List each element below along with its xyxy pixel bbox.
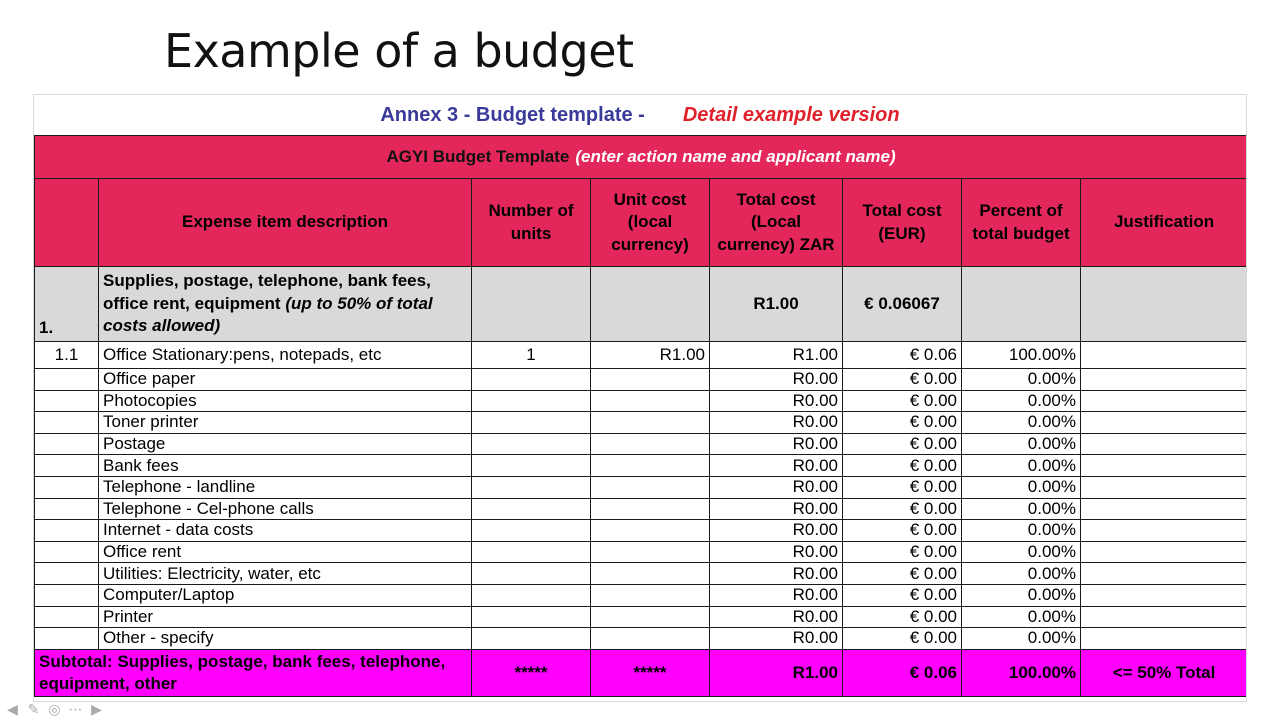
header-number <box>35 179 99 267</box>
section-note: (up to 50% of total costs allowed) <box>103 293 433 336</box>
subtotal-justification[interactable]: <= 50% Total <box>1081 649 1248 696</box>
row-total-local[interactable]: R0.00 <box>710 628 843 650</box>
row-total-eur[interactable]: € 0.00 <box>843 476 962 498</box>
row-justification[interactable] <box>1081 412 1248 434</box>
row-total-eur[interactable]: € 0.00 <box>843 563 962 585</box>
table-row <box>35 520 1248 542</box>
row-description[interactable]: Toner printer <box>99 412 472 434</box>
row-description[interactable]: Photocopies <box>99 390 472 412</box>
more-icon[interactable]: ⋯ <box>68 700 83 717</box>
row-description[interactable]: Office paper <box>99 369 472 391</box>
row-unit-cost[interactable] <box>591 628 710 650</box>
subtotal-row <box>35 649 1248 696</box>
row-total-local[interactable]: R0.00 <box>710 433 843 455</box>
annex-heading <box>34 95 1246 135</box>
row-number[interactable] <box>35 520 99 542</box>
row-justification[interactable] <box>1081 369 1248 391</box>
row-justification[interactable] <box>1081 520 1248 542</box>
row-total-local[interactable]: R0.00 <box>710 369 843 391</box>
row-total-eur[interactable]: € 0.00 <box>843 606 962 628</box>
row-total-local[interactable]: R0.00 <box>710 563 843 585</box>
row-total-local[interactable]: R0.00 <box>710 584 843 606</box>
row-total-eur[interactable]: € 0.00 <box>843 498 962 520</box>
arrow-right-icon[interactable]: ▶ <box>91 700 102 717</box>
row-percent[interactable]: 0.00% <box>962 390 1081 412</box>
row-total-local[interactable]: R1.00 <box>710 342 843 369</box>
table-row <box>35 628 1248 650</box>
row-percent[interactable]: 0.00% <box>962 520 1081 542</box>
row-unit-cost[interactable] <box>591 369 710 391</box>
row-number[interactable] <box>35 369 99 391</box>
row-unit-cost[interactable] <box>591 563 710 585</box>
row-total-eur[interactable]: € 0.00 <box>843 520 962 542</box>
row-justification[interactable] <box>1081 606 1248 628</box>
row-total-local[interactable]: R0.00 <box>710 455 843 477</box>
row-number[interactable] <box>35 498 99 520</box>
row-unit-cost[interactable]: R1.00 <box>591 342 710 369</box>
subtotal-label[interactable]: Subtotal: Supplies, postage, bank fees, telephone, equipment, other <box>35 649 472 696</box>
row-description[interactable]: Office rent <box>99 541 472 563</box>
row-units[interactable] <box>472 584 591 606</box>
subtotal-units[interactable]: ***** <box>472 649 591 696</box>
row-justification[interactable] <box>1081 584 1248 606</box>
row-unit-cost[interactable] <box>591 476 710 498</box>
row-total-local[interactable]: R0.00 <box>710 606 843 628</box>
row-justification[interactable] <box>1081 476 1248 498</box>
table-row <box>35 412 1248 434</box>
row-description[interactable]: Printer <box>99 606 472 628</box>
row-total-local[interactable]: R0.00 <box>710 541 843 563</box>
subtotal-unit-cost[interactable]: ***** <box>591 649 710 696</box>
header-description: Expense item description <box>99 179 472 267</box>
row-description[interactable]: Telephone - Cel-phone calls <box>99 498 472 520</box>
header-total-eur: Total cost (EUR) <box>843 179 962 267</box>
row-description[interactable]: Utilities: Electricity, water, etc <box>99 563 472 585</box>
table-row <box>35 342 1248 369</box>
table-row <box>35 476 1248 498</box>
row-total-local[interactable]: R0.00 <box>710 412 843 434</box>
row-percent[interactable]: 0.00% <box>962 584 1081 606</box>
row-justification[interactable] <box>1081 541 1248 563</box>
table-row <box>35 563 1248 585</box>
row-units[interactable] <box>472 412 591 434</box>
row-unit-cost[interactable] <box>591 498 710 520</box>
slide-title: Example of a budget <box>164 24 634 78</box>
row-percent[interactable]: 0.00% <box>962 606 1081 628</box>
row-number[interactable] <box>35 606 99 628</box>
row-percent[interactable]: 0.00% <box>962 563 1081 585</box>
section-percent[interactable] <box>962 267 1081 342</box>
row-total-eur[interactable]: € 0.00 <box>843 369 962 391</box>
section-title: Supplies, postage, telephone, bank fees, office rent, equipment <box>103 271 431 313</box>
table-row <box>35 584 1248 606</box>
row-units[interactable] <box>472 541 591 563</box>
row-description[interactable]: Telephone - landline <box>99 476 472 498</box>
row-number[interactable] <box>35 476 99 498</box>
row-unit-cost[interactable] <box>591 584 710 606</box>
section-justification[interactable] <box>1081 267 1248 342</box>
subtotal-total-local[interactable]: R1.00 <box>710 649 843 696</box>
section-unit-cost[interactable] <box>591 267 710 342</box>
row-number[interactable] <box>35 433 99 455</box>
row-total-local[interactable]: R0.00 <box>710 520 843 542</box>
row-percent[interactable]: 0.00% <box>962 412 1081 434</box>
row-units[interactable] <box>472 390 591 412</box>
row-number[interactable] <box>35 584 99 606</box>
header-units: Number of units <box>472 179 591 267</box>
annex-title: Annex 3 - Budget template - <box>380 104 645 126</box>
row-total-eur[interactable]: € 0.06 <box>843 342 962 369</box>
section-total-eur[interactable]: € 0.06067 <box>843 267 962 342</box>
row-units[interactable] <box>472 369 591 391</box>
row-description[interactable]: Postage <box>99 433 472 455</box>
row-number[interactable] <box>35 412 99 434</box>
row-unit-cost[interactable] <box>591 455 710 477</box>
row-unit-cost[interactable] <box>591 520 710 542</box>
section-units[interactable] <box>472 267 591 342</box>
table-row <box>35 390 1248 412</box>
row-units[interactable] <box>472 433 591 455</box>
row-percent[interactable]: 0.00% <box>962 369 1081 391</box>
section-row <box>35 267 1248 342</box>
row-total-eur[interactable]: € 0.00 <box>843 628 962 650</box>
row-percent[interactable]: 0.00% <box>962 476 1081 498</box>
row-total-local[interactable]: R0.00 <box>710 390 843 412</box>
slide-icon[interactable]: ◎ <box>48 700 61 717</box>
row-units[interactable] <box>472 520 591 542</box>
row-description[interactable]: Computer/Laptop <box>99 584 472 606</box>
row-total-eur[interactable]: € 0.00 <box>843 455 962 477</box>
row-units[interactable]: 1 <box>472 342 591 369</box>
row-units[interactable] <box>472 455 591 477</box>
table-row <box>35 498 1248 520</box>
table-row <box>35 541 1248 563</box>
header-total-local: Total cost (Local currency) ZAR <box>710 179 843 267</box>
row-number[interactable] <box>35 563 99 585</box>
row-justification[interactable] <box>1081 498 1248 520</box>
row-unit-cost[interactable] <box>591 412 710 434</box>
arrow-left-icon[interactable]: ◀ <box>7 700 18 717</box>
row-total-eur[interactable]: € 0.00 <box>843 390 962 412</box>
row-units[interactable] <box>472 498 591 520</box>
header-unit-cost: Unit cost (local currency) <box>591 179 710 267</box>
row-number[interactable] <box>35 541 99 563</box>
row-units[interactable] <box>472 606 591 628</box>
pen-icon[interactable]: ✎ <box>27 700 40 717</box>
budget-table <box>34 135 1247 697</box>
row-percent[interactable]: 0.00% <box>962 541 1081 563</box>
column-header-row <box>35 179 1248 267</box>
row-percent[interactable]: 100.00% <box>962 342 1081 369</box>
row-total-eur[interactable]: € 0.00 <box>843 584 962 606</box>
row-units[interactable] <box>472 628 591 650</box>
row-number[interactable]: 1.1 <box>35 342 99 369</box>
row-justification[interactable] <box>1081 342 1248 369</box>
row-unit-cost[interactable] <box>591 390 710 412</box>
section-number[interactable]: 1. <box>35 267 99 342</box>
row-total-local[interactable]: R0.00 <box>710 498 843 520</box>
subtotal-percent[interactable]: 100.00% <box>962 649 1081 696</box>
row-number[interactable] <box>35 628 99 650</box>
table-row <box>35 606 1248 628</box>
slide-toolbar <box>4 700 105 718</box>
row-total-eur[interactable]: € 0.00 <box>843 412 962 434</box>
row-total-eur[interactable]: € 0.00 <box>843 541 962 563</box>
row-description[interactable]: Bank fees <box>99 455 472 477</box>
row-number[interactable] <box>35 455 99 477</box>
template-subtitle: (enter action name and applicant name) <box>575 147 896 166</box>
row-description[interactable]: Office Stationary:pens, notepads, etc <box>99 342 472 369</box>
row-total-eur[interactable]: € 0.00 <box>843 433 962 455</box>
section-total-local[interactable]: R1.00 <box>710 267 843 342</box>
budget-sheet <box>33 94 1247 702</box>
row-number[interactable] <box>35 390 99 412</box>
table-row <box>35 433 1248 455</box>
row-total-local[interactable]: R0.00 <box>710 476 843 498</box>
row-description[interactable]: Internet - data costs <box>99 520 472 542</box>
row-justification[interactable] <box>1081 563 1248 585</box>
row-units[interactable] <box>472 476 591 498</box>
section-description[interactable] <box>99 267 472 342</box>
row-justification[interactable] <box>1081 455 1248 477</box>
header-percent: Percent of total budget <box>962 179 1081 267</box>
table-row <box>35 369 1248 391</box>
row-unit-cost[interactable] <box>591 433 710 455</box>
template-title-cell <box>35 136 1248 179</box>
row-unit-cost[interactable] <box>591 541 710 563</box>
table-row <box>35 455 1248 477</box>
subtotal-total-eur[interactable]: € 0.06 <box>843 649 962 696</box>
row-percent[interactable]: 0.00% <box>962 498 1081 520</box>
annex-version: Detail example version <box>682 104 900 126</box>
header-justification: Justification <box>1081 179 1248 267</box>
template-title: AGYI Budget Template <box>386 147 570 166</box>
row-percent[interactable]: 0.00% <box>962 455 1081 477</box>
row-percent[interactable]: 0.00% <box>962 433 1081 455</box>
row-justification[interactable] <box>1081 433 1248 455</box>
template-title-row <box>35 136 1248 179</box>
row-description[interactable]: Other - specify <box>99 628 472 650</box>
row-justification[interactable] <box>1081 628 1248 650</box>
row-justification[interactable] <box>1081 390 1248 412</box>
row-unit-cost[interactable] <box>591 606 710 628</box>
row-percent[interactable]: 0.00% <box>962 628 1081 650</box>
row-units[interactable] <box>472 563 591 585</box>
